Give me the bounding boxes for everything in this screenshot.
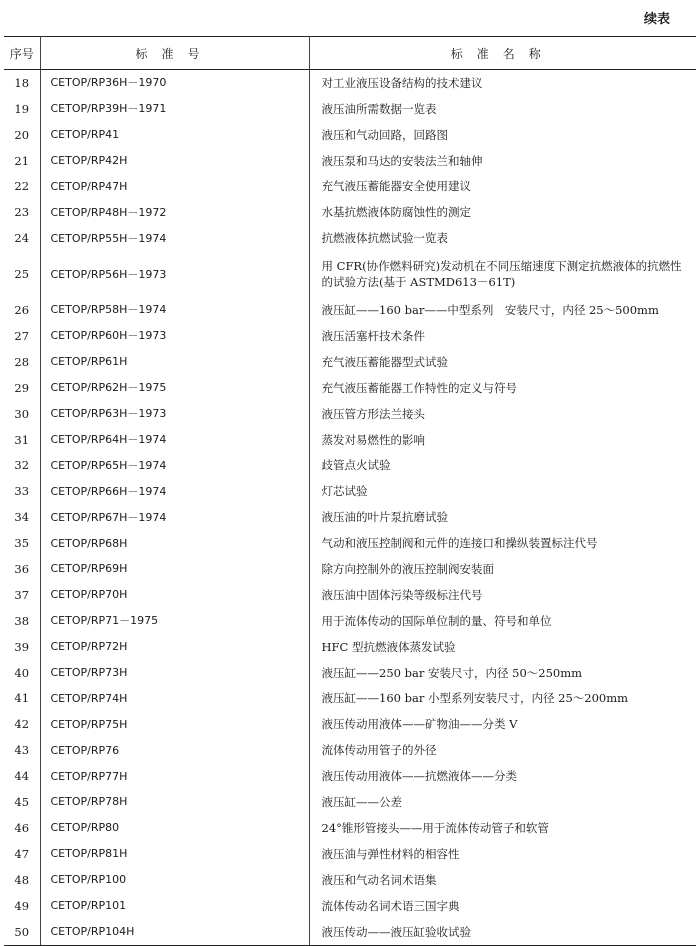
row-standard: CETOP/RP100: [40, 867, 309, 893]
table-header-row: [4, 37, 696, 70]
row-name: 用 CFR(协作燃料研究)发动机在不同压缩速度下测定抗燃液体的抗燃性的试验方法(基于 ASTMD613－61T): [321, 259, 682, 290]
header-num: 序号: [4, 37, 40, 70]
row-name: 液压缸——160 bar——中型系列 安装尺寸，内径 25～500mm: [321, 303, 659, 318]
row-name: 灯芯试验: [321, 484, 368, 499]
row-name: 蒸发对易燃性的影响: [321, 432, 425, 447]
row-name: 液压和气动名词术语集: [321, 872, 437, 887]
row-standard: CETOP/RP56H－1973: [40, 251, 309, 297]
row-name: 充气液压蓄能器工作特性的定义与符号: [321, 380, 517, 395]
row-standard: CETOP/RP78H: [40, 789, 309, 815]
row-number: 43: [4, 737, 40, 763]
row-standard: CETOP/RP65H－1974: [40, 453, 309, 479]
row-name: 流体传动名词术语三国字典: [321, 898, 460, 913]
table-row: [4, 737, 696, 763]
table-row: [4, 401, 696, 427]
row-number: 37: [4, 582, 40, 608]
row-number: 18: [4, 70, 40, 96]
row-number: 34: [4, 504, 40, 530]
row-number: 31: [4, 427, 40, 453]
table-row: [4, 349, 696, 375]
table-row: [4, 504, 696, 530]
row-standard: CETOP/RP70H: [40, 582, 309, 608]
row-standard: CETOP/RP73H: [40, 660, 309, 686]
table-row: [4, 478, 696, 504]
table-row: [4, 96, 696, 122]
row-number: 23: [4, 199, 40, 225]
table-row: [4, 427, 696, 453]
row-standard: CETOP/RP71－1975: [40, 608, 309, 634]
row-number: 28: [4, 349, 40, 375]
row-name: HFC 型抗燃液体蒸发试验: [321, 639, 456, 654]
table-row: [4, 148, 696, 174]
row-standard: CETOP/RP61H: [40, 349, 309, 375]
table-row: [4, 70, 696, 96]
row-number: 33: [4, 478, 40, 504]
row-number: 20: [4, 122, 40, 148]
row-name: 对工业液压设备结构的技术建议: [321, 75, 483, 90]
row-standard: CETOP/RP81H: [40, 841, 309, 867]
row-name: 充气液压蓄能器安全使用建议: [321, 179, 471, 194]
table-row: [4, 174, 696, 200]
row-standard: CETOP/RP58H－1974: [40, 297, 309, 323]
row-name: 除方向控制外的液压控制阀安装面: [321, 562, 494, 577]
row-name: 抗燃液体抗燃试验一览表: [321, 231, 448, 246]
table-row: [4, 251, 696, 297]
table-row: [4, 919, 696, 945]
row-number: 35: [4, 530, 40, 556]
row-standard: CETOP/RP67H－1974: [40, 504, 309, 530]
row-name: 歧管点火试验: [321, 458, 391, 473]
row-name: 水基抗燃液体防腐蚀性的测定: [321, 205, 471, 220]
row-number: 49: [4, 893, 40, 919]
row-standard: CETOP/RP76: [40, 737, 309, 763]
table-row: [4, 763, 696, 789]
row-number: 41: [4, 686, 40, 712]
table-row: [4, 634, 696, 660]
row-number: 39: [4, 634, 40, 660]
table-row: [4, 530, 696, 556]
row-standard: CETOP/RP62H－1975: [40, 375, 309, 401]
standards-table: [4, 36, 696, 946]
row-number: 40: [4, 660, 40, 686]
row-name: 液压活塞杆技术条件: [321, 329, 425, 344]
table-row: [4, 608, 696, 634]
row-standard: CETOP/RP68H: [40, 530, 309, 556]
table-row: [4, 686, 696, 712]
table-row: [4, 225, 696, 251]
row-standard: CETOP/RP63H－1973: [40, 401, 309, 427]
row-name: 液压油与弹性材料的相容性: [321, 846, 460, 861]
row-number: 44: [4, 763, 40, 789]
row-number: 25: [4, 251, 40, 297]
row-standard: CETOP/RP77H: [40, 763, 309, 789]
row-standard: CETOP/RP36H－1970: [40, 70, 309, 96]
row-name: 24°锥形管接头——用于流体传动管子和软管: [321, 820, 549, 835]
row-standard: CETOP/RP64H－1974: [40, 427, 309, 453]
table-row: [4, 893, 696, 919]
row-standard: CETOP/RP42H: [40, 148, 309, 174]
row-standard: CETOP/RP66H－1974: [40, 478, 309, 504]
row-name: 气动和液压控制阀和元件的连接口和操纵装置标注代号: [321, 536, 598, 551]
row-standard: CETOP/RP55H－1974: [40, 225, 309, 251]
row-name: 流体传动用管子的外径: [321, 743, 437, 758]
table-row: [4, 789, 696, 815]
row-name: 液压油所需数据一览表: [321, 101, 437, 116]
row-number: 42: [4, 711, 40, 737]
row-number: 21: [4, 148, 40, 174]
row-standard: CETOP/RP47H: [40, 174, 309, 200]
row-number: 48: [4, 867, 40, 893]
row-standard: CETOP/RP41: [40, 122, 309, 148]
row-name: 液压传动——液压缸验收试验: [309, 919, 696, 945]
table-row: [4, 453, 696, 479]
row-name: 液压缸——公差: [321, 795, 402, 810]
table-row: [4, 815, 696, 841]
row-number: 47: [4, 841, 40, 867]
header-standard: 标准号: [40, 37, 309, 70]
row-standard: CETOP/RP48H－1972: [40, 199, 309, 225]
row-number: 30: [4, 401, 40, 427]
row-standard: CETOP/RP69H: [40, 556, 309, 582]
row-number: 32: [4, 453, 40, 479]
row-number: 46: [4, 815, 40, 841]
row-name: 液压和气动回路，回路图: [321, 127, 448, 142]
row-number: 36: [4, 556, 40, 582]
row-number: 38: [4, 608, 40, 634]
row-name: 液压油的叶片泵抗磨试验: [321, 510, 448, 525]
row-standard: CETOP/RP80: [40, 815, 309, 841]
table-row: [4, 841, 696, 867]
row-number: 45: [4, 789, 40, 815]
row-standard: CETOP/RP39H－1971: [40, 96, 309, 122]
header-name: 标准名称: [309, 37, 696, 70]
table-row: [4, 660, 696, 686]
row-name: 用于流体传动的国际单位制的量、符号和单位: [321, 613, 552, 628]
continued-label: 续表: [643, 12, 670, 27]
row-name: 液压缸——250 bar 安装尺寸，内径 50～250mm: [321, 665, 583, 680]
row-standard: CETOP/RP75H: [40, 711, 309, 737]
table-row: [4, 297, 696, 323]
row-standard: CETOP/RP60H－1973: [40, 323, 309, 349]
row-name: 液压泵和马达的安装法兰和轴伸: [321, 153, 483, 168]
row-name: 液压传动用液体——矿物油——分类 V: [321, 717, 518, 732]
row-number: 29: [4, 375, 40, 401]
table-row: [4, 122, 696, 148]
table-row: [4, 323, 696, 349]
row-standard: CETOP/RP101: [40, 893, 309, 919]
row-number: 26: [4, 297, 40, 323]
row-name: 液压传动用液体——抗燃液体——分类: [321, 769, 517, 784]
row-standard: CETOP/RP74H: [40, 686, 309, 712]
row-number: 50: [4, 919, 40, 945]
table-row: [4, 375, 696, 401]
row-number: 27: [4, 323, 40, 349]
row-name: 液压缸——160 bar 小型系列安装尺寸，内径 25～200mm: [321, 691, 629, 706]
table-row: [4, 867, 696, 893]
row-standard: CETOP/RP104H: [40, 919, 309, 945]
table-row: [4, 582, 696, 608]
row-name: 充气液压蓄能器型式试验: [321, 354, 448, 369]
row-number: 22: [4, 174, 40, 200]
row-standard: CETOP/RP72H: [40, 634, 309, 660]
row-name: 液压油中固体污染等级标注代号: [321, 587, 483, 602]
table-row: [4, 711, 696, 737]
row-number: 19: [4, 96, 40, 122]
row-name: 液压管方形法兰接头: [321, 406, 425, 421]
table-row: [4, 556, 696, 582]
row-number: 24: [4, 225, 40, 251]
table-row: [4, 199, 696, 225]
